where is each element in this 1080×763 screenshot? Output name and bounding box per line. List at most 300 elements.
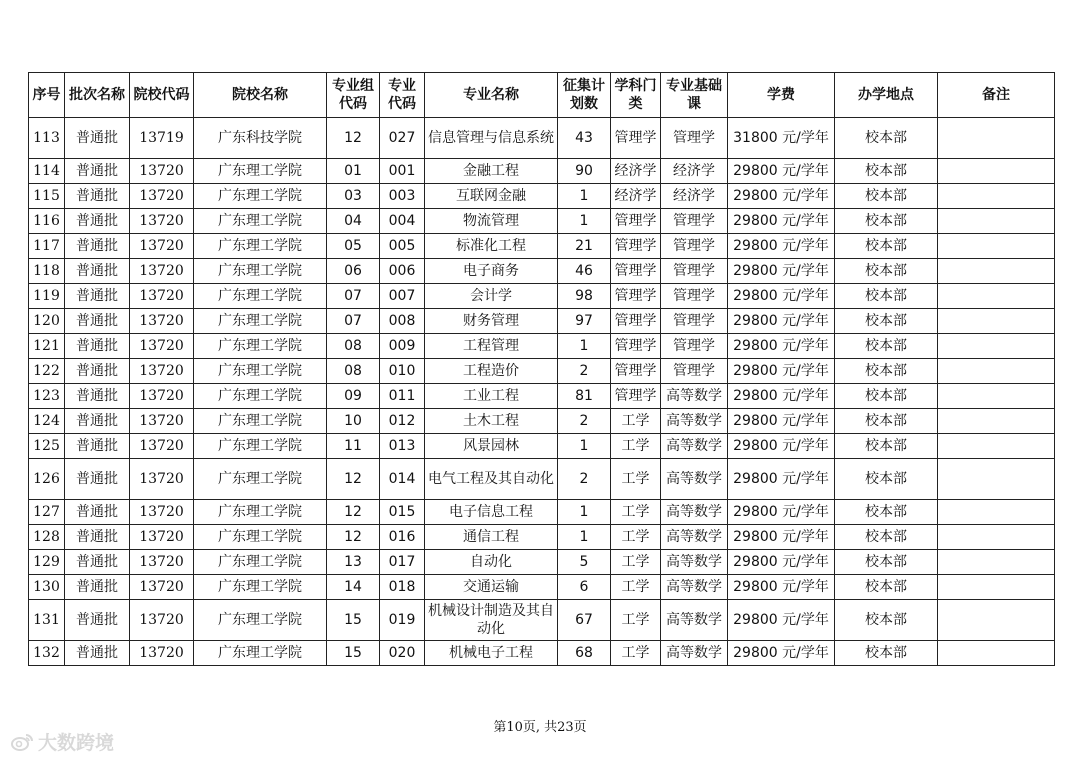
cell-location: 校本部	[835, 159, 938, 184]
cell-batch: 普通批	[65, 550, 130, 575]
cell-batch: 普通批	[65, 459, 130, 500]
cell-plan-count: 1	[558, 500, 611, 525]
table-row	[29, 409, 1055, 434]
cell-base-course: 经济学	[661, 184, 728, 209]
cell-group-code: 13	[327, 550, 380, 575]
cell-group-code: 06	[327, 259, 380, 284]
cell-plan-count: 68	[558, 641, 611, 666]
table-row	[29, 384, 1055, 409]
cell-tuition: 29800 元/学年	[728, 500, 835, 525]
cell-tuition: 29800 元/学年	[728, 384, 835, 409]
table-row	[29, 525, 1055, 550]
cell-category: 管理学	[611, 209, 661, 234]
cell-group-code: 14	[327, 575, 380, 600]
cell-note	[938, 159, 1055, 184]
cell-school-code: 13720	[130, 459, 194, 500]
cell-group-code: 11	[327, 434, 380, 459]
cell-tuition: 29800 元/学年	[728, 641, 835, 666]
cell-batch: 普通批	[65, 118, 130, 159]
cell-category: 管理学	[611, 309, 661, 334]
cell-major-code: 008	[380, 309, 425, 334]
cell-location: 校本部	[835, 234, 938, 259]
cell-major-name: 电子信息工程	[425, 500, 558, 525]
header-note: 备注	[938, 73, 1055, 118]
cell-school-name: 广东理工学院	[194, 500, 327, 525]
cell-school-code: 13720	[130, 309, 194, 334]
cell-school-name: 广东理工学院	[194, 209, 327, 234]
cell-location: 校本部	[835, 500, 938, 525]
cell-plan-count: 6	[558, 575, 611, 600]
cell-note	[938, 409, 1055, 434]
cell-school-name: 广东科技学院	[194, 118, 327, 159]
cell-location: 校本部	[835, 525, 938, 550]
cell-base-course: 高等数学	[661, 575, 728, 600]
cell-tuition: 29800 元/学年	[728, 184, 835, 209]
cell-location: 校本部	[835, 600, 938, 641]
cell-group-code: 04	[327, 209, 380, 234]
cell-school-name: 广东理工学院	[194, 234, 327, 259]
cell-location: 校本部	[835, 284, 938, 309]
cell-note	[938, 259, 1055, 284]
cell-base-course: 高等数学	[661, 409, 728, 434]
cell-school-name: 广东理工学院	[194, 309, 327, 334]
cell-base-course: 高等数学	[661, 550, 728, 575]
table-row	[29, 309, 1055, 334]
cell-major-name: 财务管理	[425, 309, 558, 334]
cell-group-code: 01	[327, 159, 380, 184]
cell-index: 131	[29, 600, 65, 641]
cell-index: 124	[29, 409, 65, 434]
cell-school-name: 广东理工学院	[194, 284, 327, 309]
cell-category: 工学	[611, 575, 661, 600]
cell-base-course: 高等数学	[661, 459, 728, 500]
cell-index: 117	[29, 234, 65, 259]
cell-tuition: 29800 元/学年	[728, 600, 835, 641]
cell-school-code: 13720	[130, 159, 194, 184]
cell-group-code: 07	[327, 284, 380, 309]
cell-batch: 普通批	[65, 359, 130, 384]
cell-base-course: 管理学	[661, 234, 728, 259]
cell-major-code: 010	[380, 359, 425, 384]
cell-school-code: 13720	[130, 209, 194, 234]
cell-note	[938, 234, 1055, 259]
cell-school-code: 13720	[130, 334, 194, 359]
header-base-course: 专业基础课	[661, 73, 728, 118]
table-row	[29, 600, 1055, 641]
cell-batch: 普通批	[65, 334, 130, 359]
cell-note	[938, 550, 1055, 575]
cell-index: 116	[29, 209, 65, 234]
table-body	[29, 118, 1055, 666]
cell-batch: 普通批	[65, 159, 130, 184]
cell-category: 管理学	[611, 359, 661, 384]
cell-major-code: 001	[380, 159, 425, 184]
cell-location: 校本部	[835, 434, 938, 459]
cell-plan-count: 1	[558, 434, 611, 459]
header-category: 学科门类	[611, 73, 661, 118]
header-major-name: 专业名称	[425, 73, 558, 118]
cell-index: 130	[29, 575, 65, 600]
cell-major-code: 009	[380, 334, 425, 359]
table-row	[29, 575, 1055, 600]
cell-group-code: 08	[327, 334, 380, 359]
cell-index: 129	[29, 550, 65, 575]
cell-category: 管理学	[611, 234, 661, 259]
cell-major-name: 通信工程	[425, 525, 558, 550]
cell-tuition: 29800 元/学年	[728, 459, 835, 500]
cell-note	[938, 600, 1055, 641]
cell-school-code: 13720	[130, 600, 194, 641]
cell-school-code: 13719	[130, 118, 194, 159]
cell-note	[938, 184, 1055, 209]
table-row	[29, 550, 1055, 575]
cell-location: 校本部	[835, 459, 938, 500]
cell-tuition: 29800 元/学年	[728, 309, 835, 334]
header-plan-count: 征集计划数	[558, 73, 611, 118]
cell-school-name: 广东理工学院	[194, 600, 327, 641]
cell-major-code: 013	[380, 434, 425, 459]
cell-group-code: 07	[327, 309, 380, 334]
cell-tuition: 29800 元/学年	[728, 259, 835, 284]
cell-category: 管理学	[611, 284, 661, 309]
cell-school-code: 13720	[130, 525, 194, 550]
cell-category: 工学	[611, 600, 661, 641]
cell-major-name: 工程管理	[425, 334, 558, 359]
cell-note	[938, 434, 1055, 459]
cell-batch: 普通批	[65, 525, 130, 550]
cell-plan-count: 5	[558, 550, 611, 575]
cell-tuition: 29800 元/学年	[728, 334, 835, 359]
cell-base-course: 管理学	[661, 309, 728, 334]
cell-category: 工学	[611, 459, 661, 500]
cell-batch: 普通批	[65, 409, 130, 434]
cell-category: 工学	[611, 550, 661, 575]
cell-note	[938, 500, 1055, 525]
cell-school-name: 广东理工学院	[194, 159, 327, 184]
cell-group-code: 08	[327, 359, 380, 384]
table-row	[29, 500, 1055, 525]
page-footer: 第10页, 共23页	[493, 720, 587, 735]
table-row	[29, 159, 1055, 184]
table-row	[29, 434, 1055, 459]
cell-major-name: 机械电子工程	[425, 641, 558, 666]
cell-plan-count: 2	[558, 409, 611, 434]
cell-major-name: 交通运输	[425, 575, 558, 600]
cell-location: 校本部	[835, 309, 938, 334]
cell-group-code: 15	[327, 641, 380, 666]
header-major-code: 专业代码	[380, 73, 425, 118]
cell-tuition: 29800 元/学年	[728, 209, 835, 234]
cell-school-name: 广东理工学院	[194, 641, 327, 666]
cell-school-name: 广东理工学院	[194, 525, 327, 550]
watermark-text: 大数跨境	[38, 732, 115, 754]
cell-major-code: 020	[380, 641, 425, 666]
cell-major-code: 003	[380, 184, 425, 209]
cell-plan-count: 97	[558, 309, 611, 334]
cell-major-code: 014	[380, 459, 425, 500]
cell-index: 132	[29, 641, 65, 666]
cell-plan-count: 2	[558, 359, 611, 384]
table-row	[29, 284, 1055, 309]
cell-index: 127	[29, 500, 65, 525]
cell-school-code: 13720	[130, 359, 194, 384]
cell-group-code: 09	[327, 384, 380, 409]
cell-school-name: 广东理工学院	[194, 384, 327, 409]
cell-school-code: 13720	[130, 641, 194, 666]
cell-plan-count: 46	[558, 259, 611, 284]
cell-category: 工学	[611, 409, 661, 434]
cell-major-code: 007	[380, 284, 425, 309]
cell-group-code: 10	[327, 409, 380, 434]
cell-school-name: 广东理工学院	[194, 434, 327, 459]
cell-major-code: 012	[380, 409, 425, 434]
cell-base-course: 高等数学	[661, 500, 728, 525]
cell-index: 122	[29, 359, 65, 384]
cell-index: 120	[29, 309, 65, 334]
cell-location: 校本部	[835, 641, 938, 666]
cell-major-name: 自动化	[425, 550, 558, 575]
cell-school-code: 13720	[130, 234, 194, 259]
cell-major-code: 017	[380, 550, 425, 575]
cell-batch: 普通批	[65, 641, 130, 666]
cell-base-course: 管理学	[661, 359, 728, 384]
table-row	[29, 209, 1055, 234]
cell-major-code: 005	[380, 234, 425, 259]
cell-index: 114	[29, 159, 65, 184]
header-tuition: 学费	[728, 73, 835, 118]
cell-plan-count: 21	[558, 234, 611, 259]
table-row	[29, 334, 1055, 359]
cell-major-name: 工程造价	[425, 359, 558, 384]
cell-school-name: 广东理工学院	[194, 575, 327, 600]
cell-note	[938, 334, 1055, 359]
cell-batch: 普通批	[65, 259, 130, 284]
header-batch: 批次名称	[65, 73, 130, 118]
cell-school-code: 13720	[130, 284, 194, 309]
cell-tuition: 29800 元/学年	[728, 575, 835, 600]
cell-plan-count: 81	[558, 384, 611, 409]
cell-index: 128	[29, 525, 65, 550]
cell-plan-count: 1	[558, 184, 611, 209]
cell-major-name: 互联网金融	[425, 184, 558, 209]
cell-location: 校本部	[835, 334, 938, 359]
cell-category: 管理学	[611, 334, 661, 359]
cell-major-code: 006	[380, 259, 425, 284]
cell-tuition: 29800 元/学年	[728, 234, 835, 259]
cell-plan-count: 67	[558, 600, 611, 641]
cell-tuition: 31800 元/学年	[728, 118, 835, 159]
cell-category: 管理学	[611, 384, 661, 409]
cell-index: 119	[29, 284, 65, 309]
table-row	[29, 184, 1055, 209]
cell-batch: 普通批	[65, 600, 130, 641]
cell-base-course: 高等数学	[661, 525, 728, 550]
cell-plan-count: 98	[558, 284, 611, 309]
cell-batch: 普通批	[65, 209, 130, 234]
cell-school-code: 13720	[130, 259, 194, 284]
cell-location: 校本部	[835, 118, 938, 159]
watermark	[10, 728, 114, 755]
cell-major-code: 016	[380, 525, 425, 550]
cell-tuition: 29800 元/学年	[728, 359, 835, 384]
cell-major-name: 土木工程	[425, 409, 558, 434]
cell-note	[938, 459, 1055, 500]
cell-group-code: 12	[327, 500, 380, 525]
cell-base-course: 管理学	[661, 209, 728, 234]
cell-group-code: 15	[327, 600, 380, 641]
cell-group-code: 03	[327, 184, 380, 209]
table-row	[29, 459, 1055, 500]
cell-index: 125	[29, 434, 65, 459]
cell-category: 工学	[611, 434, 661, 459]
cell-category: 工学	[611, 500, 661, 525]
cell-school-name: 广东理工学院	[194, 259, 327, 284]
cell-batch: 普通批	[65, 184, 130, 209]
cell-school-name: 广东理工学院	[194, 459, 327, 500]
cell-base-course: 管理学	[661, 118, 728, 159]
cell-base-course: 管理学	[661, 334, 728, 359]
cell-category: 经济学	[611, 184, 661, 209]
cell-location: 校本部	[835, 359, 938, 384]
cell-location: 校本部	[835, 184, 938, 209]
cell-note	[938, 209, 1055, 234]
header-row	[29, 73, 1055, 118]
cell-location: 校本部	[835, 575, 938, 600]
table-row	[29, 234, 1055, 259]
cell-tuition: 29800 元/学年	[728, 525, 835, 550]
cell-major-name: 电子商务	[425, 259, 558, 284]
header-school-code: 院校代码	[130, 73, 194, 118]
cell-base-course: 经济学	[661, 159, 728, 184]
cell-school-name: 广东理工学院	[194, 550, 327, 575]
cell-batch: 普通批	[65, 234, 130, 259]
cell-plan-count: 1	[558, 525, 611, 550]
cell-base-course: 高等数学	[661, 384, 728, 409]
admission-table	[28, 72, 1055, 666]
cell-tuition: 29800 元/学年	[728, 284, 835, 309]
cell-location: 校本部	[835, 550, 938, 575]
cell-location: 校本部	[835, 384, 938, 409]
cell-school-code: 13720	[130, 500, 194, 525]
cell-batch: 普通批	[65, 575, 130, 600]
cell-major-name: 物流管理	[425, 209, 558, 234]
cell-index: 113	[29, 118, 65, 159]
cell-school-name: 广东理工学院	[194, 184, 327, 209]
cell-location: 校本部	[835, 409, 938, 434]
cell-note	[938, 284, 1055, 309]
cell-base-course: 管理学	[661, 284, 728, 309]
cell-school-code: 13720	[130, 550, 194, 575]
cell-category: 工学	[611, 641, 661, 666]
cell-index: 115	[29, 184, 65, 209]
table-row	[29, 641, 1055, 666]
cell-plan-count: 2	[558, 459, 611, 500]
cell-group-code: 12	[327, 459, 380, 500]
cell-batch: 普通批	[65, 500, 130, 525]
cell-group-code: 12	[327, 118, 380, 159]
cell-tuition: 29800 元/学年	[728, 159, 835, 184]
cell-note	[938, 641, 1055, 666]
cell-tuition: 29800 元/学年	[728, 550, 835, 575]
cell-school-code: 13720	[130, 575, 194, 600]
table-row	[29, 359, 1055, 384]
cell-base-course: 管理学	[661, 259, 728, 284]
cell-major-code: 027	[380, 118, 425, 159]
table-row	[29, 118, 1055, 159]
cell-school-code: 13720	[130, 434, 194, 459]
cell-tuition: 29800 元/学年	[728, 434, 835, 459]
cell-category: 经济学	[611, 159, 661, 184]
header-school-name: 院校名称	[194, 73, 327, 118]
cell-tuition: 29800 元/学年	[728, 409, 835, 434]
header-location: 办学地点	[835, 73, 938, 118]
header-group-code: 专业组代码	[327, 73, 380, 118]
cell-plan-count: 1	[558, 209, 611, 234]
cell-index: 126	[29, 459, 65, 500]
cell-index: 123	[29, 384, 65, 409]
cell-school-code: 13720	[130, 384, 194, 409]
cell-note	[938, 359, 1055, 384]
cell-school-name: 广东理工学院	[194, 334, 327, 359]
cell-plan-count: 90	[558, 159, 611, 184]
cell-major-name: 标准化工程	[425, 234, 558, 259]
cell-school-name: 广东理工学院	[194, 359, 327, 384]
cell-major-name: 金融工程	[425, 159, 558, 184]
cell-note	[938, 575, 1055, 600]
cell-batch: 普通批	[65, 384, 130, 409]
cell-major-code: 004	[380, 209, 425, 234]
cell-note	[938, 525, 1055, 550]
header-index: 序号	[29, 73, 65, 118]
cell-major-name: 信息管理与信息系统	[425, 118, 558, 159]
cell-location: 校本部	[835, 259, 938, 284]
cell-major-code: 019	[380, 600, 425, 641]
cell-school-code: 13720	[130, 184, 194, 209]
cell-note	[938, 384, 1055, 409]
cell-plan-count: 43	[558, 118, 611, 159]
cell-batch: 普通批	[65, 284, 130, 309]
cell-category: 工学	[611, 525, 661, 550]
cell-major-code: 015	[380, 500, 425, 525]
weibo-logo-icon	[10, 732, 34, 752]
cell-base-course: 高等数学	[661, 434, 728, 459]
cell-major-name: 电气工程及其自动化	[425, 459, 558, 500]
cell-group-code: 05	[327, 234, 380, 259]
cell-index: 121	[29, 334, 65, 359]
cell-category: 管理学	[611, 118, 661, 159]
cell-location: 校本部	[835, 209, 938, 234]
cell-category: 管理学	[611, 259, 661, 284]
cell-plan-count: 1	[558, 334, 611, 359]
cell-note	[938, 309, 1055, 334]
cell-major-code: 011	[380, 384, 425, 409]
cell-group-code: 12	[327, 525, 380, 550]
cell-school-name: 广东理工学院	[194, 409, 327, 434]
cell-school-code: 13720	[130, 409, 194, 434]
cell-base-course: 高等数学	[661, 600, 728, 641]
cell-base-course: 高等数学	[661, 641, 728, 666]
cell-index: 118	[29, 259, 65, 284]
cell-major-name: 风景园林	[425, 434, 558, 459]
cell-major-name: 机械设计制造及其自动化	[425, 600, 558, 641]
cell-batch: 普通批	[65, 309, 130, 334]
table-row	[29, 259, 1055, 284]
cell-major-code: 018	[380, 575, 425, 600]
cell-batch: 普通批	[65, 434, 130, 459]
cell-major-name: 工业工程	[425, 384, 558, 409]
cell-note	[938, 118, 1055, 159]
cell-major-name: 会计学	[425, 284, 558, 309]
